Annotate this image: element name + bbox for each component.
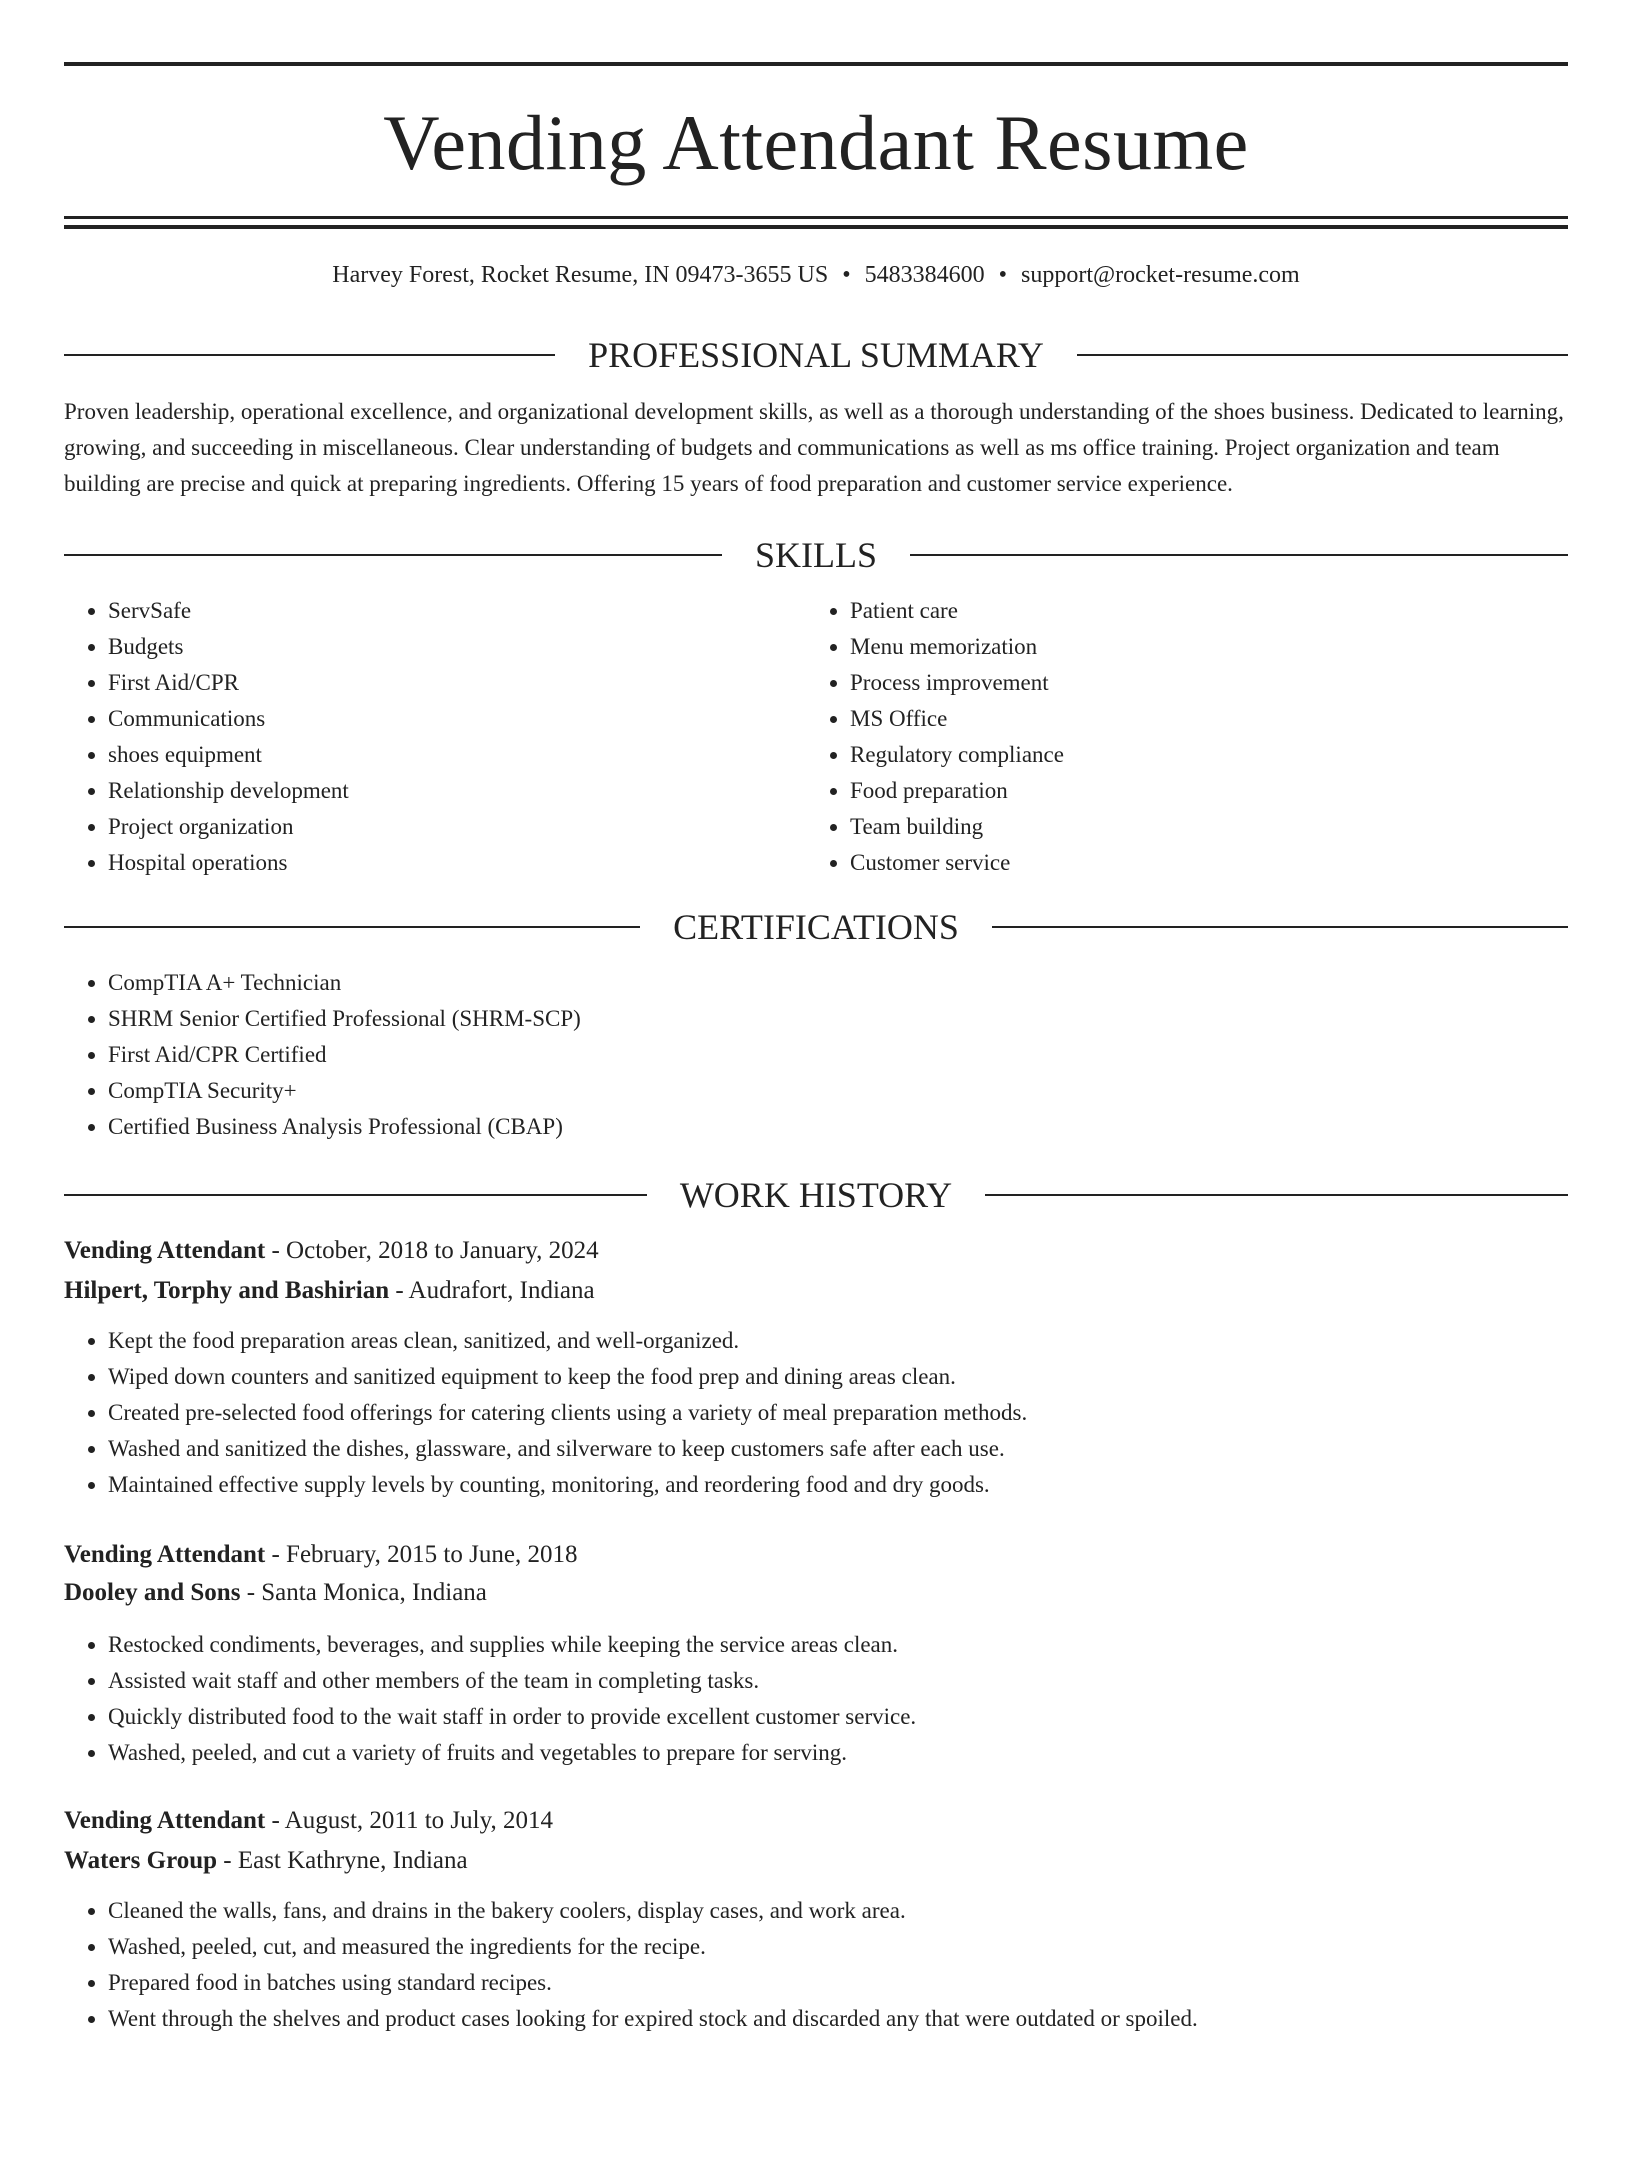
job-bullet: • Maintained effective supply levels by counting, monitoring, and reordering food and dry goods.	[108, 1467, 1568, 1503]
contact-email: support@rocket-resume.com	[1021, 262, 1300, 288]
job-dates: - February, 2015 to June, 2018	[265, 1541, 578, 1568]
skill-item: • Budgets	[108, 629, 806, 665]
job-title: Vending Attendant	[64, 1237, 266, 1264]
certifications-list	[64, 965, 1568, 1145]
title-double-rule	[64, 216, 1568, 229]
skill-item: • Communications	[108, 701, 806, 737]
skill-item: • Patient care	[850, 593, 1548, 629]
skills-grid	[64, 593, 1568, 881]
job-location: - East Kathryne, Indiana	[217, 1847, 468, 1874]
skill-item: • Hospital operations	[108, 845, 806, 881]
job-title-line	[64, 1537, 1568, 1573]
certification-item: • First Aid/CPR Certified	[108, 1037, 1568, 1073]
job-company: Dooley and Sons	[64, 1579, 241, 1606]
summary-heading	[64, 337, 1568, 373]
contact-address: Harvey Forest, Rocket Resume, IN 09473-3655 US	[332, 262, 829, 288]
skill-item: • Menu memorization	[850, 629, 1548, 665]
job-bullet: • Restocked condiments, beverages, and supplies while keeping the service areas clean.	[108, 1627, 1568, 1663]
job-bullets	[64, 1893, 1568, 2037]
skill-item: • Team building	[850, 809, 1548, 845]
job-company: Waters Group	[64, 1847, 218, 1874]
skill-item: • Customer service	[850, 845, 1548, 881]
certifications-heading	[64, 909, 1568, 945]
certification-item: • SHRM Senior Certified Professional (SHRM-SCP)	[108, 1001, 1568, 1037]
top-rule	[64, 62, 1568, 66]
resume-page	[0, 62, 1632, 2174]
contact-separator: •	[842, 262, 851, 288]
heading-rule-left	[64, 554, 722, 556]
job-company-line	[64, 1843, 1568, 1879]
job-bullets	[64, 1323, 1568, 1503]
job-location: - Santa Monica, Indiana	[240, 1579, 487, 1606]
job-bullet: • Cleaned the walls, fans, and drains in the bakery coolers, display cases, and work area.	[108, 1893, 1568, 1929]
skill-item: • ServSafe	[108, 593, 806, 629]
job-bullet: • Prepared food in batches using standard recipes.	[108, 1965, 1568, 2001]
heading-rule-left	[64, 1194, 647, 1196]
job-location: - Audrafort, Indiana	[389, 1277, 595, 1304]
job-company-line	[64, 1273, 1568, 1309]
job-bullet: • Assisted wait staff and other members of the team in completing tasks.	[108, 1663, 1568, 1699]
job-bullet: • Quickly distributed food to the wait staff in order to provide excellent customer service.	[108, 1699, 1568, 1735]
certification-item: • CompTIA Security+	[108, 1073, 1568, 1109]
heading-rule-right	[1077, 354, 1568, 356]
heading-rule-left	[64, 354, 555, 356]
contact-separator: •	[998, 262, 1008, 288]
skill-item: • shoes equipment	[108, 737, 806, 773]
certifications-heading-label: CERTIFICATIONS	[673, 907, 959, 947]
job-bullets	[64, 1627, 1568, 1771]
contact-phone: 5483384600	[864, 262, 985, 288]
job-title-line	[64, 1803, 1568, 1839]
skills-list-left	[64, 593, 806, 881]
work-history-heading	[64, 1177, 1568, 1213]
heading-rule-right	[985, 1194, 1568, 1196]
certification-item: • CompTIA A+ Technician	[108, 965, 1568, 1001]
summary-text: Proven leadership, operational excellence, and organizational development skills, as well as a thorough understanding of the shoes business. Dedicated to learning, growing, and succeeding in miscellaneous. Clear understanding of budgets and communications as well as ms office training. Project organization and team building are precise and quick at preparing ingredients. Offering 15 years of food preparation and customer service experience.	[64, 399, 1564, 496]
skill-item: • Project organization	[108, 809, 806, 845]
work-history-heading-label: WORK HISTORY	[679, 1175, 953, 1215]
heading-rule-right	[910, 554, 1568, 556]
job-title: Vending Attendant	[64, 1541, 266, 1568]
skill-item: • First Aid/CPR	[108, 665, 806, 701]
skills-list-right	[806, 593, 1548, 881]
job-dates: - October, 2018 to January, 2024	[265, 1237, 599, 1264]
job-entry	[64, 1233, 1568, 1503]
job-bullet: • Went through the shelves and product cases looking for expired stock and discarded any that were outdated or spoiled.	[108, 2001, 1568, 2037]
skill-item: • Relationship development	[108, 773, 806, 809]
job-title-line	[64, 1233, 1568, 1269]
job-bullet: • Washed and sanitized the dishes, glassware, and silverware to keep customers safe after each use.	[108, 1431, 1568, 1467]
job-title: Vending Attendant	[64, 1807, 266, 1834]
skills-heading-label: SKILLS	[755, 535, 878, 575]
job-bullet: • Kept the food preparation areas clean, sanitized, and well-organized.	[108, 1323, 1568, 1359]
contact-line	[64, 263, 1568, 287]
skill-item: • Food preparation	[850, 773, 1548, 809]
job-company-line	[64, 1575, 1568, 1611]
certification-item: • Certified Business Analysis Professional (CBAP)	[108, 1109, 1568, 1145]
job-bullet: • Washed, peeled, and cut a variety of fruits and vegetables to prepare for serving.	[108, 1735, 1568, 1771]
resume-title: Vending Attendant Resume	[383, 99, 1249, 186]
job-entry	[64, 1803, 1568, 2037]
skill-item: • Process improvement	[850, 665, 1548, 701]
heading-rule-left	[64, 926, 640, 928]
job-bullet: • Wiped down counters and sanitized equipment to keep the food prep and dining areas clean.	[108, 1359, 1568, 1395]
heading-rule-right	[992, 926, 1568, 928]
job-entry	[64, 1537, 1568, 1771]
skill-item: • MS Office	[850, 701, 1548, 737]
job-dates: - August, 2011 to July, 2014	[265, 1807, 553, 1834]
job-bullet: • Created pre-selected food offerings for catering clients using a variety of meal preparation methods.	[108, 1395, 1568, 1431]
job-company: Hilpert, Torphy and Bashirian	[64, 1277, 390, 1304]
skill-item: • Regulatory compliance	[850, 737, 1548, 773]
job-bullet: • Washed, peeled, cut, and measured the ingredients for the recipe.	[108, 1929, 1568, 1965]
summary-heading-label: PROFESSIONAL SUMMARY	[588, 335, 1044, 375]
skills-heading	[64, 537, 1568, 573]
